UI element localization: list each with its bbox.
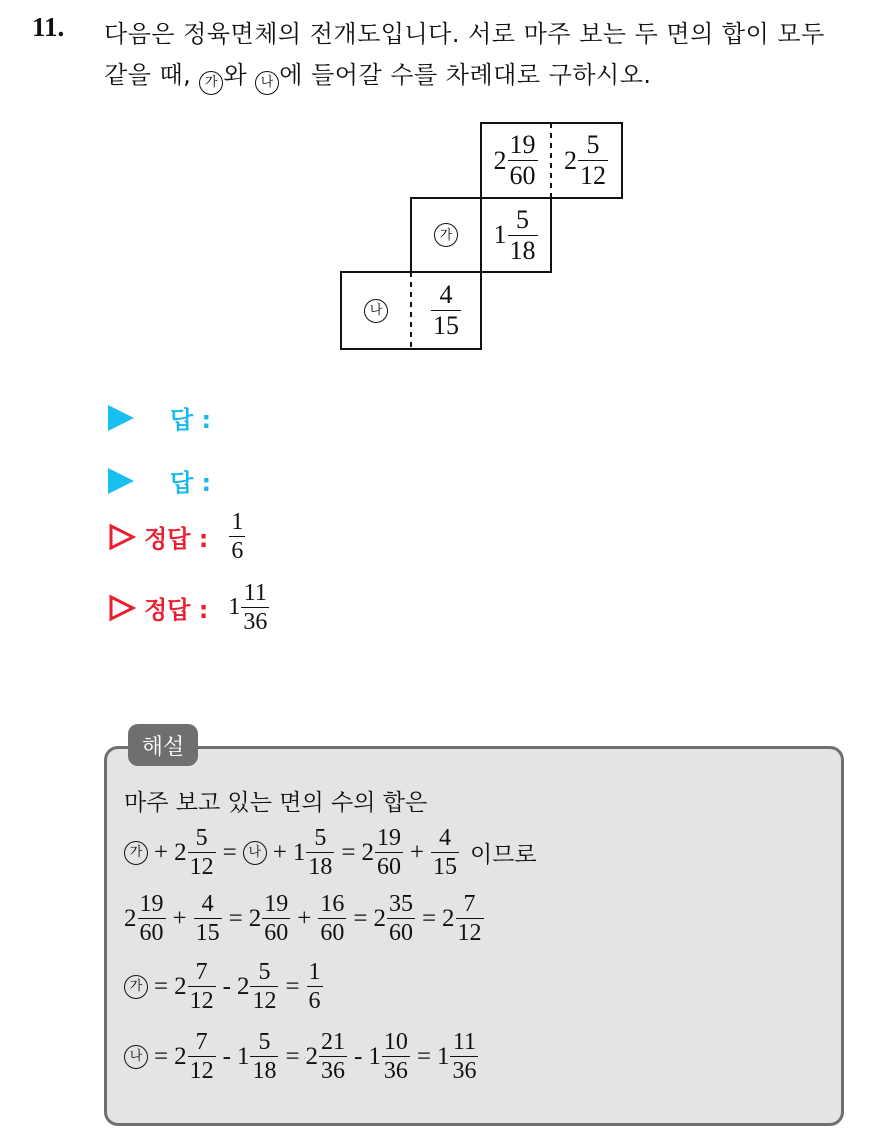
numerator: 5 (516, 204, 529, 234)
na-circle-symbol: 나 (243, 841, 267, 865)
ga-circle-symbol: 가 (434, 223, 458, 247)
numerator: 11 (243, 580, 267, 606)
math-operator: = (341, 838, 356, 866)
correct-answer-row-1 (108, 510, 246, 563)
net-face-mid-right (481, 198, 551, 272)
math-operator: + (272, 838, 287, 866)
whole-number: 2 (564, 145, 577, 175)
solution-text: 마주 보고 있는 면의 수의 합은 (124, 790, 428, 816)
correct-answer-value-2 (228, 581, 270, 634)
denominator: 18 (509, 235, 536, 265)
na-circle-symbol: 나 (255, 71, 279, 95)
question-text-part: 에 들어갈 수를 차례대로 구하시오. (279, 61, 652, 89)
ga-circle-symbol: 가 (124, 841, 148, 865)
play-triangle-icon (108, 468, 134, 494)
math-operator: + (154, 838, 169, 866)
net-face-ga (411, 198, 481, 272)
numerator: 5 (586, 130, 600, 159)
question-line-1: 다음은 정육면체의 전개도입니다. 서로 마주 보는 두 면의 합이 모두 (104, 20, 825, 48)
math-operator: + (409, 838, 425, 866)
solution-line-2: 가 + 2 $\frac{5}{12}$ = 나 + 1 $\frac{5}{18}$ = 2 $\frac{19}{60}$ + $\frac{4}{15}$ 이므로 (124, 826, 537, 879)
question-text-part: 와 (223, 61, 256, 89)
net-face-na (341, 272, 411, 349)
na-circle-symbol: 나 (364, 299, 388, 323)
numerator: 1 (231, 509, 244, 535)
outline-triangle-icon (108, 594, 136, 622)
answer-label: 답 : (170, 406, 212, 434)
solution-line-5: 나 = 2 $\frac{7}{12}$ - 1 $\frac{5}{18}$ = 2 $\frac{21}{36}$ - 1 $\frac{10}{36}$ = 1 $\frac{11}{36}$ (124, 1030, 479, 1083)
correct-label: 정답 : (144, 596, 209, 624)
correct-answer-row-2 (108, 581, 270, 634)
outline-triangle-icon (108, 523, 136, 551)
math-operator: = (222, 838, 237, 866)
solution-line-4: 가 = 2 $\frac{7}{12}$ - 2 $\frac{5}{12}$ = $\frac{1}{6}$ (124, 960, 324, 1013)
denominator: 36 (243, 609, 268, 635)
answer-row-1 (108, 400, 211, 435)
na-circle-symbol: 나 (124, 1045, 148, 1069)
net-face-top-left (481, 123, 551, 198)
numerator: 4 (439, 280, 453, 309)
ga-circle-symbol: 가 (199, 71, 223, 95)
denominator: 12 (580, 161, 606, 190)
play-triangle-icon (108, 405, 134, 431)
ga-circle-symbol: 가 (124, 975, 148, 999)
numerator: 19 (509, 130, 536, 159)
denominator: 6 (231, 538, 244, 564)
solution-line-3: 2 $\frac{19}{60}$ + $\frac{4}{15}$ = 2 $\frac{19}{60}$ + $\frac{16}{60}$ = 2 $\frac{35}{60}$ = 2 $\frac{7}{12}$ (124, 891, 482, 946)
solution-tag: 해설 (128, 724, 198, 766)
solution-text: 이므로 (470, 842, 537, 868)
answer-row-2 (108, 463, 211, 498)
net-face-top-right (551, 123, 622, 198)
question-number: 11. (32, 12, 65, 42)
whole-number: 1 (493, 220, 507, 249)
correct-answer-value-1 (228, 510, 246, 563)
whole-number: 2 (493, 145, 507, 175)
answer-label: 답 : (170, 469, 212, 497)
denominator: 60 (509, 161, 536, 190)
question-text-part: 같을 때, (104, 61, 200, 89)
denominator: 15 (433, 311, 459, 340)
whole-number: 1 (228, 594, 241, 620)
solution-line-1 (124, 784, 427, 817)
net-face-bottom-right (411, 272, 481, 349)
correct-label: 정답 : (144, 525, 209, 553)
